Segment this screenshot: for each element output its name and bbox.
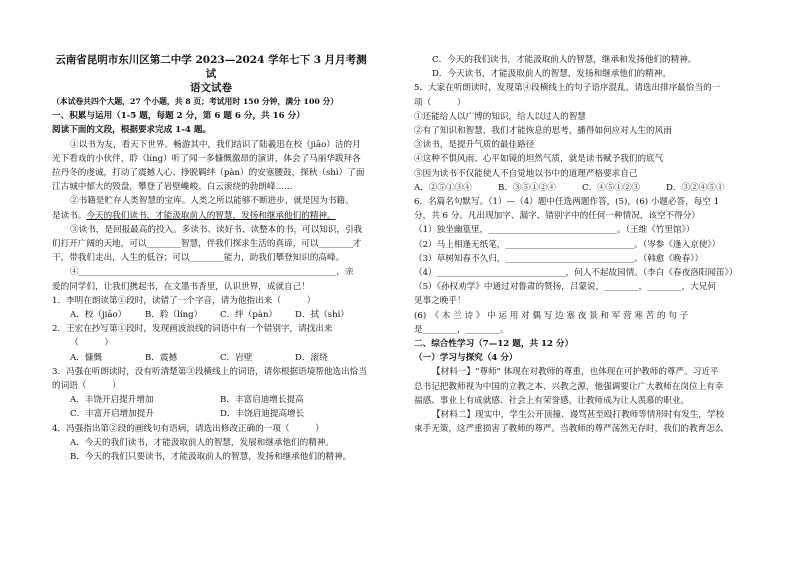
question-2-options — [52, 351, 370, 365]
option-c[interactable]: C．岩壁 — [220, 352, 253, 363]
sentence-item: ②有了知识和智慧，我们才能恢息的思考，播得如何应对人生的风雨 — [414, 126, 672, 137]
passage-paragraph-1: 江古城中郁大的毁盘，攀登了岩壁巉峻、白云滚绕的勃朗峰…… — [52, 182, 293, 193]
material-2: 【材料二】现实中，学生公开顶撞、谩骂甚至殴打教师等情形时有发生，学校 — [432, 410, 725, 421]
section-1-heading: 一、积累与运用（1-5 题，每题 2 分，第 6 题 6 分，共 16 分） — [52, 111, 305, 122]
passage-paragraph-1: ①以书为友，看天下世界。畅游其中，我们结识了陆羲迅在校（jiāo）洁的月 — [70, 139, 361, 150]
recitation-item: 见事之晚乎！ — [414, 296, 466, 307]
right-column — [414, 53, 750, 436]
question-5: 项（ ） — [414, 97, 466, 108]
option-d[interactable]: D．滚绕 — [295, 352, 328, 363]
question-5-options — [414, 181, 750, 195]
question-6: 6．名篇名句默写。（1）—（4）题中任选两题作答，(5)，(6) 小题必答，每空 1 — [414, 197, 720, 208]
passage-paragraph-2: ②书籍是贮存人类智慧的宝库。人类之所以能够不断进步，就是因为书籍。 — [70, 196, 354, 207]
recitation-item[interactable]: （2）马上相逢无纸笔，______________________________。（岑参《逢入京使》） — [414, 239, 721, 250]
exam-note: （本试卷共四个大题，27 个小题，共 8 页；考试用时 150 分钟，满分 100 分） — [52, 97, 339, 106]
passage-paragraph-1: 光下看戏的小伙伴，聆（líng）听了闻一多慷慨激昂的演讲，体会了马丽华跋拜各 — [52, 153, 361, 164]
reading-instruction: 阅读下面的文段，根据要求完成 1-4 题。 — [52, 125, 212, 136]
passage-paragraph-4: 爱的同学们，让我们携起书，在文墨书香里，认识世界，成就自己！ — [52, 281, 310, 292]
question-2: 2．王宏在抄写第①段时，发现画波浪线的词语中有一个错别字，请找出来 — [52, 324, 333, 335]
option-b[interactable]: B．今天的我们只要读书，才能汲取前人的智慧，发扬和继承他们的精神。 — [70, 452, 352, 463]
question-1-options — [52, 308, 370, 322]
option-a[interactable]: A．校（jiāo） — [70, 310, 127, 321]
question-1: 1．李明在朗读第①段时，读错了一个字音，请为他指出来（ ） — [52, 295, 316, 306]
option-b[interactable]: B．丰富启迪增长提高 — [220, 395, 304, 406]
recitation-item[interactable]: 是________，________。 — [414, 324, 509, 335]
sentence-item: ③读书，是提升气质的最佳路径 — [414, 140, 535, 151]
recitation-item[interactable]: （5）《孙权劝学》中通过对鲁肃的赞扬，吕蒙说，________，________，大兄何 — [414, 282, 716, 293]
question-2-answer-blank[interactable]: （ ） — [70, 338, 113, 349]
question-3-options-row-1 — [52, 393, 370, 407]
recitation-item[interactable]: （1）独坐幽篁里，______________________________。（王维《竹里馆》） — [414, 225, 695, 236]
left-column — [52, 53, 370, 464]
exam-title: 云南省昆明市东川区第二中学 2023—2024 学年七下 3 月月考测试 — [55, 54, 367, 80]
question-3: 的词语（ ） — [52, 381, 121, 392]
option-b[interactable]: B．聆（líng） — [145, 310, 203, 321]
question-6: 分，共 6 分。凡出现加字、漏字、错别字中的任何一种情况，该空不得分） — [414, 211, 700, 222]
option-a[interactable]: A．②⑤①③④ — [414, 182, 472, 193]
recitation-item: (6) 《 木 兰 诗 》 中 运 用 对 偶 写 边 塞 夜 景 和 军 营 寒 苦 的 句 子 — [414, 310, 689, 321]
material-1: 【材料一】“尊师” 体现在对教师的尊重，也体现在可护教师的尊严。习近平 — [432, 367, 719, 378]
sentence-item: ⑤因为读书不仅能使人不自觉地以书中的道理严格要求自己 — [414, 168, 638, 179]
section-2-heading: 二、综合性学习（7—12 题，共 12 分） — [414, 339, 574, 350]
option-c[interactable]: C．绊（pàn） — [220, 310, 278, 321]
question-5: 5．大家在听朗读时，发现第④段横线上的句子语序混乱，请选出排序最恰当的一 — [414, 83, 721, 94]
option-a[interactable]: A．慷慨 — [70, 352, 102, 363]
passage-paragraph-3: ③读书，是回报最高的投入。多读书、读好书、读整本的书，可以知识，引我 — [70, 224, 363, 235]
material-2: 束手无策，这严重损害了教师的尊严。当教师的尊严荡然无存时，我们的教育怎么 — [414, 424, 724, 435]
option-a[interactable]: A．丰饶开启提升增加 — [70, 395, 154, 406]
question-4: 4．冯强指出第②段的画线句有语病，请选出修改正确的一项（ ） — [52, 423, 324, 434]
sentence-item: ④这种不惧风雨、心平如镜的坦然气质，就是读书赋予我们的底气 — [414, 154, 664, 165]
option-b[interactable]: B．震撼 — [145, 352, 178, 363]
subsection-heading: （一）学习与探究（4 分） — [414, 353, 518, 364]
passage-paragraph-1: 拉丹冬的虔诚，打动了震撼人心、挣脱羁绊（pàn）的安塞腰鼓，探秋（shì）了面 — [52, 168, 365, 179]
sentence-item: ①还能给人以广博的知识，给人以过人的智慧 — [414, 111, 586, 122]
recitation-item[interactable]: （3）草树知春不久归，______________________________。（韩愈《晚春》） — [414, 253, 704, 264]
option-a[interactable]: A．今天的我们读书，才能汲取前人的智慧，发展和继承他们的精神。 — [70, 437, 335, 448]
recitation-item[interactable]: （4）______________________________，何人不起故园情。（李白《春夜洛阳闻笛》） — [414, 268, 738, 279]
passage-paragraph-3: 们打开广阔的天地，可以________智慧，伴我们探求生活的真谛，可以________才 — [52, 239, 362, 250]
question-3: 3．冯强在听朗读时，没有听清楚第③段横线上的词语，请你根据语境帮他选出恰当 — [52, 366, 367, 377]
option-d[interactable]: D．今天读书，才能汲取前人的智慧，发扬和继承他们的精神。 — [432, 69, 671, 80]
material-1: 福感、事业上有成就感、社会上有荣誉感，让教师成为让人羡慕的职业。 — [414, 395, 690, 406]
option-d[interactable]: D．丰饶启迪提高增长 — [220, 409, 305, 420]
option-d[interactable]: D．③②④⑤① — [666, 182, 725, 193]
option-c[interactable]: C．④⑤①②③ — [582, 182, 641, 193]
option-c[interactable]: C．丰富开启增加提升 — [70, 409, 154, 420]
passage-paragraph-2-underlined: 是读书。今天的我们读书，才能汲取前人的智慧，发扬和继承他们的精神。 — [52, 210, 336, 221]
underlined-sentence: 今天的我们读书，才能汲取前人的智慧，发扬和继承他们的精神。 — [86, 210, 336, 221]
passage-paragraph-4: ④____________________________________________________________，亲 — [70, 267, 354, 278]
passage-paragraph-3: 干，带我们走出，人生的低谷；可以________能力，助我们攀登知识的高峰。 — [52, 253, 345, 264]
question-3-options-row-2 — [52, 407, 370, 421]
option-d[interactable]: D．拭（shì） — [295, 310, 349, 321]
material-1: 总书记把教师视为中国的立教之本、兴教之源，他强调要让广大教师在岗位上有幸 — [414, 381, 724, 392]
option-c[interactable]: C．今天的我们读书，才能汲取前人的智慧，继承和发扬他们的精神。 — [432, 55, 697, 65]
option-b[interactable]: B．③⑤①②④ — [498, 182, 556, 193]
exam-subtitle: 语文试卷 — [190, 82, 232, 94]
